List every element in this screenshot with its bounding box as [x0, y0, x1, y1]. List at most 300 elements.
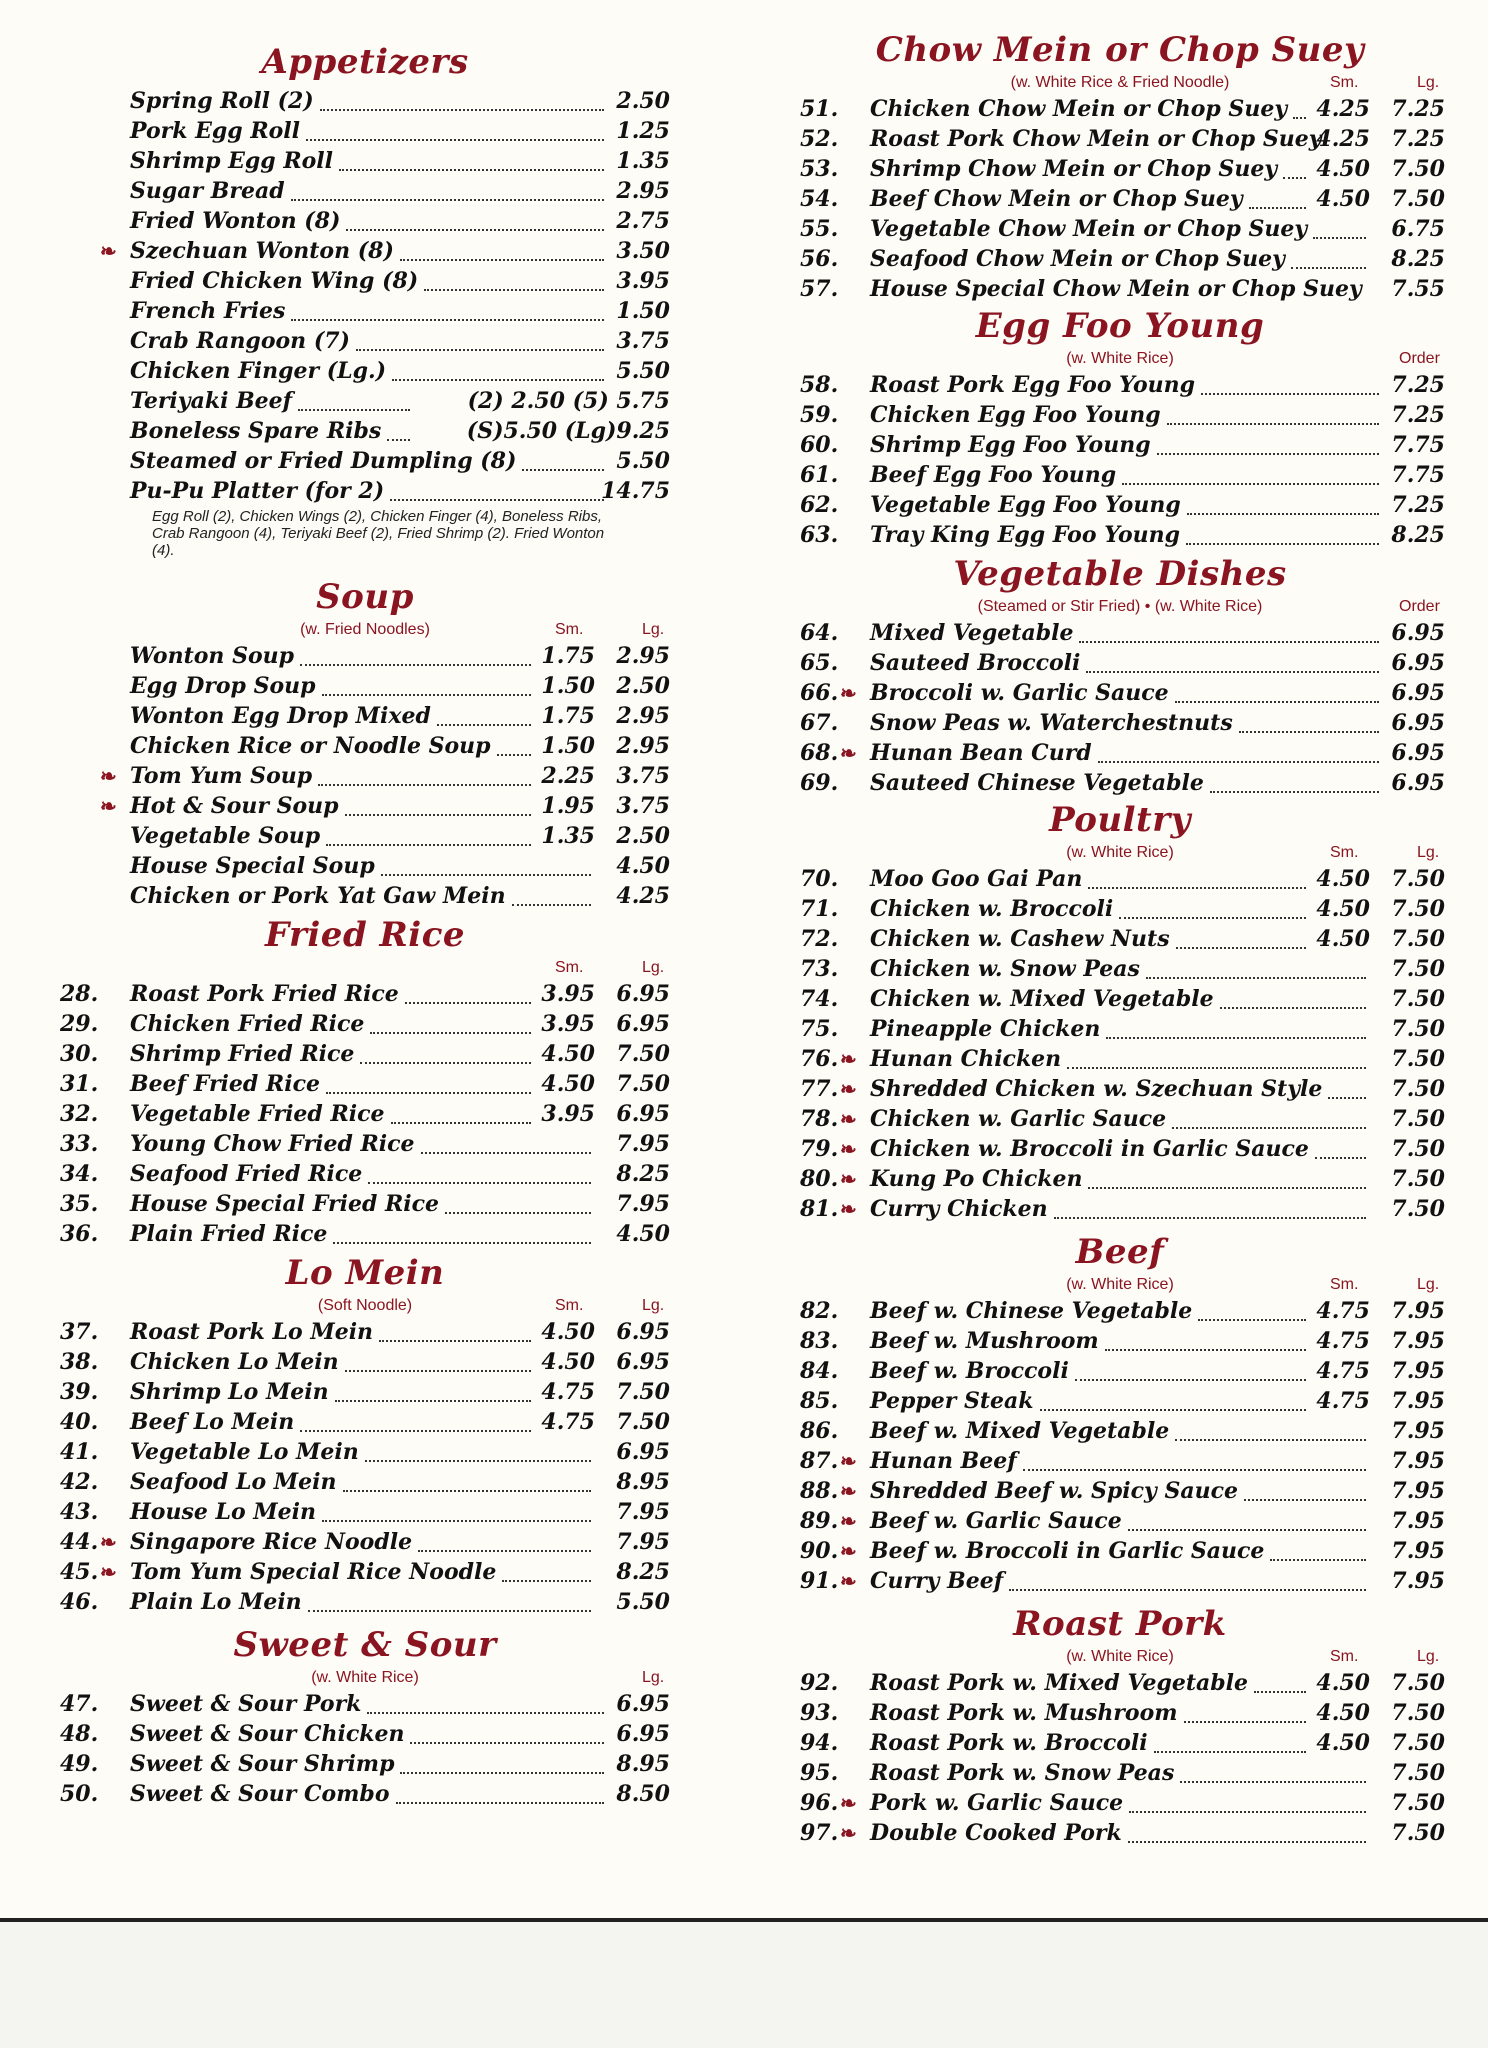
- item-name: Vegetable Fried Rice: [130, 1101, 385, 1127]
- large-price: 7.50: [1391, 896, 1445, 922]
- small-price: 1.50: [541, 673, 595, 699]
- chili-pepper-icon: ❧: [840, 1569, 857, 1593]
- platter-contents-note: Egg Roll (2), Chicken Wings (2), Chicken Finger (4), Boneless Ribs, Crab Rangoon (4), Teriyaki Beef (2), Fried Shrimp (2). Fried Wonton (4).: [152, 508, 605, 559]
- large-price: 4.50: [616, 1221, 670, 1247]
- item-price: 2.95: [616, 178, 670, 204]
- large-price: 2.50: [616, 823, 670, 849]
- large-price: 7.50: [616, 1071, 670, 1097]
- item-number: 79.: [800, 1136, 839, 1162]
- item-price: 7.25: [1391, 492, 1445, 518]
- large-price: 4.50: [616, 853, 670, 879]
- dot-leader: [421, 1149, 591, 1154]
- item-name: Beef Egg Foo Young: [870, 462, 1117, 488]
- item-number: 84.: [800, 1358, 839, 1384]
- menu-item: [0, 1527, 730, 1557]
- item-name: Vegetable Lo Mein: [130, 1439, 359, 1465]
- item-number: 89.: [800, 1508, 839, 1534]
- dot-leader: [1086, 668, 1379, 673]
- right-column: [780, 30, 1460, 1848]
- small-price: 3.95: [541, 981, 595, 1007]
- dot-leader: [400, 1769, 604, 1774]
- item-number: 81.: [800, 1196, 839, 1222]
- dot-leader: [360, 1059, 531, 1064]
- menu-item: [780, 1788, 1460, 1818]
- menu-item: [780, 1818, 1460, 1848]
- large-size-header: Lg.: [1417, 844, 1440, 861]
- item-name: Tom Yum Soup: [130, 763, 313, 789]
- menu-item: [0, 1069, 730, 1099]
- item-name: House Special Chow Mein or Chop Suey: [870, 276, 1362, 302]
- large-price: 3.75: [616, 793, 670, 819]
- item-number: 31.: [60, 1071, 99, 1097]
- menu-item: [0, 1129, 730, 1159]
- menu-item: [0, 791, 730, 821]
- dot-leader: [1067, 1064, 1366, 1069]
- chili-pepper-icon: ❧: [100, 1530, 117, 1554]
- dot-leader: [318, 781, 531, 786]
- dot-leader: [1176, 944, 1306, 949]
- menu-item: [780, 400, 1460, 430]
- item-name: Chicken w. Broccoli: [870, 896, 1114, 922]
- item-name: Wonton Soup: [130, 643, 295, 669]
- menu-item: [780, 1074, 1460, 1104]
- item-name: Shredded Beef w. Spicy Sauce: [870, 1478, 1239, 1504]
- small-price: 2.25: [541, 763, 595, 789]
- small-price: 1.95: [541, 793, 595, 819]
- menu-item: [780, 1296, 1460, 1326]
- small-size-header: Sm.: [555, 959, 584, 976]
- large-price: 7.50: [1391, 926, 1445, 952]
- left-column: [0, 30, 730, 1809]
- item-number: 78.: [800, 1106, 839, 1132]
- fried-rice-title: Fried Rice: [264, 915, 466, 955]
- item-number: 44.: [60, 1529, 99, 1555]
- small-price: 4.75: [541, 1379, 595, 1405]
- item-price: 8.50: [616, 1781, 670, 1807]
- menu-item: [780, 1416, 1460, 1446]
- sweet-sour-subheader: [0, 1669, 730, 1689]
- large-price: 7.50: [1391, 1670, 1445, 1696]
- dot-leader: [1146, 974, 1366, 979]
- menu-item: [0, 326, 730, 356]
- large-price: 3.75: [616, 763, 670, 789]
- dot-leader: [381, 871, 591, 876]
- menu-item: [780, 94, 1460, 124]
- menu-item: [0, 476, 730, 506]
- item-number: 87.: [800, 1448, 839, 1474]
- item-price: 8.95: [616, 1751, 670, 1777]
- large-price: 6.75: [1391, 216, 1445, 242]
- dot-leader: [391, 1119, 531, 1124]
- menu-item: [0, 1347, 730, 1377]
- dot-leader: [1254, 1688, 1306, 1693]
- large-price: 7.95: [1391, 1418, 1445, 1444]
- large-price: 7.95: [616, 1529, 670, 1555]
- small-price: 4.50: [1316, 926, 1370, 952]
- item-name: Chicken w. Snow Peas: [870, 956, 1140, 982]
- menu-item: [780, 214, 1460, 244]
- item-number: 96.: [800, 1790, 839, 1816]
- item-name: Shrimp Chow Mein or Chop Suey: [870, 156, 1278, 182]
- item-number: 69.: [800, 770, 839, 796]
- menu-item: [0, 671, 730, 701]
- menu-item: [0, 979, 730, 1009]
- large-price: 7.50: [1391, 156, 1445, 182]
- dot-leader: [1239, 728, 1379, 733]
- chili-pepper-icon: ❧: [100, 239, 117, 263]
- dot-leader: [497, 751, 531, 756]
- dot-leader: [1088, 884, 1306, 889]
- item-name: Teriyaki Beef: [130, 388, 293, 414]
- small-price: 4.50: [1316, 866, 1370, 892]
- item-name: Young Chow Fried Rice: [130, 1131, 415, 1157]
- large-size-header: Lg.: [1417, 74, 1440, 91]
- item-name: Shrimp Egg Roll: [130, 148, 334, 174]
- item-price: 3.50: [616, 238, 670, 264]
- item-number: 50.: [60, 1781, 99, 1807]
- item-name: Beef w. Broccoli in Garlic Sauce: [870, 1538, 1265, 1564]
- dot-leader: [1315, 1154, 1366, 1159]
- item-name: Vegetable Chow Mein or Chop Suey: [870, 216, 1308, 242]
- large-price: 7.95: [1391, 1508, 1445, 1534]
- large-price: 7.95: [1391, 1358, 1445, 1384]
- item-number: 86.: [800, 1418, 839, 1444]
- chili-pepper-icon: ❧: [840, 1479, 857, 1503]
- item-name: Hunan Chicken: [870, 1046, 1062, 1072]
- dot-leader: [1079, 638, 1379, 643]
- large-size-header: Lg.: [1417, 1648, 1440, 1665]
- item-price: 8.25: [1391, 522, 1445, 548]
- menu-item: [0, 176, 730, 206]
- item-price: 2.75: [616, 208, 670, 234]
- menu-item: [0, 1437, 730, 1467]
- vegetable-section: [780, 554, 1460, 798]
- item-price: 5.50: [616, 358, 670, 384]
- menu-item: [780, 678, 1460, 708]
- item-name: Shrimp Fried Rice: [130, 1041, 355, 1067]
- item-number: 37.: [60, 1319, 99, 1345]
- chili-pepper-icon: ❧: [840, 1107, 857, 1131]
- dot-leader: [1198, 1316, 1306, 1321]
- large-price: 7.50: [1391, 866, 1445, 892]
- large-price: 6.95: [616, 1439, 670, 1465]
- item-name: House Special Soup: [130, 853, 375, 879]
- menu-item: [780, 1698, 1460, 1728]
- large-price: 7.95: [616, 1499, 670, 1525]
- item-number: 36.: [60, 1221, 99, 1247]
- dot-leader: [1040, 1406, 1306, 1411]
- menu-item: [0, 821, 730, 851]
- item-number: 35.: [60, 1191, 99, 1217]
- menu-item: [0, 1467, 730, 1497]
- dot-leader: [379, 1337, 531, 1342]
- menu-item: [780, 1758, 1460, 1788]
- item-price: 14.75: [601, 478, 670, 504]
- menu-item: [0, 1749, 730, 1779]
- item-name: Seafood Fried Rice: [130, 1161, 363, 1187]
- item-name: Beef w. Broccoli: [870, 1358, 1069, 1384]
- appetizers-title: Appetizers: [261, 42, 469, 82]
- chow-mein-section: [780, 30, 1460, 304]
- item-number: 88.: [800, 1478, 839, 1504]
- large-price: 7.95: [1391, 1298, 1445, 1324]
- item-name: Chicken Lo Mein: [130, 1349, 339, 1375]
- dot-leader: [333, 1239, 591, 1244]
- large-price: 7.50: [616, 1041, 670, 1067]
- item-number: 95.: [800, 1760, 839, 1786]
- item-number: 82.: [800, 1298, 839, 1324]
- menu-item: [0, 1689, 730, 1719]
- menu-item: [780, 244, 1460, 274]
- item-name: House Special Fried Rice: [130, 1191, 440, 1217]
- item-price: 6.95: [1391, 710, 1445, 736]
- item-number: 38.: [60, 1349, 99, 1375]
- large-price: 7.55: [1391, 276, 1445, 302]
- large-price: 7.95: [1391, 1388, 1445, 1414]
- chili-pepper-icon: ❧: [840, 1137, 857, 1161]
- menu-item: [780, 894, 1460, 924]
- large-price: 7.95: [1391, 1538, 1445, 1564]
- item-name: Plain Fried Rice: [130, 1221, 328, 1247]
- large-price: 2.95: [616, 643, 670, 669]
- item-name: Roast Pork w. Mushroom: [870, 1700, 1178, 1726]
- large-price: 7.95: [1391, 1478, 1445, 1504]
- item-name: Spring Roll (2): [130, 88, 314, 114]
- menu-item: [780, 1536, 1460, 1566]
- item-name: Chicken Egg Foo Young: [870, 402, 1161, 428]
- item-price: 1.50: [616, 298, 670, 324]
- item-number: 53.: [800, 156, 839, 182]
- item-name: Chicken Finger (Lg.): [130, 358, 387, 384]
- menu-item: [780, 924, 1460, 954]
- large-price: 6.95: [616, 1319, 670, 1345]
- item-number: 46.: [60, 1589, 99, 1615]
- item-name: Beef w. Garlic Sauce: [870, 1508, 1122, 1534]
- item-name: Shredded Chicken w. Szechuan Style: [870, 1076, 1323, 1102]
- poultry-title: Poultry: [1049, 800, 1191, 840]
- item-name: Vegetable Soup: [130, 823, 321, 849]
- large-price: 6.95: [616, 1349, 670, 1375]
- item-name: Beef Lo Mein: [130, 1409, 295, 1435]
- dot-leader: [1270, 1556, 1366, 1561]
- poultry-subheader: [780, 844, 1460, 864]
- item-price: 3.75: [616, 328, 670, 354]
- item-name: Sauteed Broccoli: [870, 650, 1081, 676]
- item-name: Hunan Beef: [870, 1448, 1017, 1474]
- item-number: 91.: [800, 1568, 839, 1594]
- large-price: 7.50: [616, 1379, 670, 1405]
- menu-item: [0, 1557, 730, 1587]
- dot-leader: [1172, 1124, 1366, 1129]
- item-name: Broccoli w. Garlic Sauce: [870, 680, 1169, 706]
- item-name: Chicken or Pork Yat Gaw Mein: [130, 883, 506, 909]
- small-price: 4.25: [1316, 126, 1370, 152]
- menu-item: [780, 954, 1460, 984]
- item-name: Roast Pork Fried Rice: [130, 981, 399, 1007]
- item-number: 43.: [60, 1499, 99, 1525]
- menu-item: [780, 184, 1460, 214]
- large-price: 6.95: [616, 1101, 670, 1127]
- dot-leader: [370, 1029, 531, 1034]
- item-name: Pork Egg Roll: [130, 118, 300, 144]
- large-price: 7.50: [1391, 1106, 1445, 1132]
- chili-pepper-icon: ❧: [100, 1560, 117, 1584]
- menu-item: [0, 1587, 730, 1617]
- dot-leader: [1220, 1004, 1366, 1009]
- dot-leader: [291, 316, 604, 321]
- menu-item: [0, 1377, 730, 1407]
- dot-leader: [335, 1397, 531, 1402]
- large-size-header: Lg.: [642, 959, 665, 976]
- item-number: 42.: [60, 1469, 99, 1495]
- item-number: 61.: [800, 462, 839, 488]
- menu-item: [780, 274, 1460, 304]
- dot-leader: [326, 1089, 531, 1094]
- large-price: 7.95: [616, 1191, 670, 1217]
- item-number: 75.: [800, 1016, 839, 1042]
- large-size-header: Lg.: [642, 621, 665, 638]
- item-name: Pineapple Chicken: [870, 1016, 1101, 1042]
- item-name: Mixed Vegetable: [870, 620, 1074, 646]
- chili-pepper-icon: ❧: [840, 1509, 857, 1533]
- large-price: 6.95: [616, 1011, 670, 1037]
- item-name: Beef w. Mushroom: [870, 1328, 1099, 1354]
- menu-item: [780, 618, 1460, 648]
- dot-leader: [405, 999, 531, 1004]
- section-note: (w. White Rice): [1066, 350, 1174, 367]
- item-name: Chicken w. Cashew Nuts: [870, 926, 1170, 952]
- menu-item: [0, 296, 730, 326]
- menu-item: [0, 641, 730, 671]
- dot-leader: [365, 1457, 591, 1462]
- menu-item: [0, 86, 730, 116]
- small-price: 4.50: [1316, 1730, 1370, 1756]
- vegetable-title: Vegetable Dishes: [953, 554, 1287, 594]
- menu-item: [780, 520, 1460, 550]
- menu-item: [0, 701, 730, 731]
- item-name: Seafood Lo Mein: [130, 1469, 337, 1495]
- dot-leader: [322, 1517, 591, 1522]
- dot-leader: [1167, 420, 1379, 425]
- large-price: 8.25: [616, 1559, 670, 1585]
- chili-pepper-icon: ❧: [840, 741, 857, 765]
- small-price: 4.50: [541, 1041, 595, 1067]
- menu-item: [780, 648, 1460, 678]
- menu-item: [780, 768, 1460, 798]
- beef-subheader: [780, 1276, 1460, 1296]
- dot-leader: [390, 496, 604, 501]
- dot-leader: [326, 841, 531, 846]
- dot-leader: [306, 136, 604, 141]
- dot-leader: [418, 1547, 591, 1552]
- item-price: 7.75: [1391, 432, 1445, 458]
- menu-item: [780, 1668, 1460, 1698]
- dot-leader: [1184, 1718, 1306, 1723]
- item-price: (S)5.50 (Lg)9.25: [466, 418, 670, 444]
- small-size-header: Sm.: [1330, 74, 1359, 91]
- appetizers-section: [0, 42, 730, 559]
- large-price: 7.50: [1391, 1700, 1445, 1726]
- menu-item: [780, 1506, 1460, 1536]
- item-number: 73.: [800, 956, 839, 982]
- dot-leader: [291, 196, 604, 201]
- menu-item: [780, 1356, 1460, 1386]
- menu-item: [780, 1104, 1460, 1134]
- menu-item: [0, 416, 730, 446]
- item-price: 6.95: [1391, 740, 1445, 766]
- item-name: Sauteed Chinese Vegetable: [870, 770, 1204, 796]
- item-number: 57.: [800, 276, 839, 302]
- item-name: Sugar Bread: [130, 178, 285, 204]
- item-price: 6.95: [1391, 770, 1445, 796]
- item-name: Beef w. Mixed Vegetable: [870, 1418, 1170, 1444]
- small-price: 3.95: [541, 1101, 595, 1127]
- menu-item: [780, 1728, 1460, 1758]
- chow-mein-subheader: [780, 74, 1460, 94]
- item-number: 97.: [800, 1820, 839, 1846]
- large-price: 7.50: [1391, 1166, 1445, 1192]
- item-name: Shrimp Lo Mein: [130, 1379, 329, 1405]
- menu-item: [0, 146, 730, 176]
- large-price: 7.50: [616, 1409, 670, 1435]
- small-price: 4.50: [1316, 1670, 1370, 1696]
- item-number: 70.: [800, 866, 839, 892]
- menu-item: [780, 460, 1460, 490]
- item-number: 83.: [800, 1328, 839, 1354]
- dot-leader: [1313, 234, 1366, 239]
- lo-mein-title: Lo Mein: [285, 1253, 445, 1293]
- dot-leader: [1075, 1376, 1306, 1381]
- dot-leader: [300, 1427, 531, 1432]
- item-name: Chicken w. Garlic Sauce: [870, 1106, 1167, 1132]
- large-price: 4.25: [616, 883, 670, 909]
- dot-leader: [1098, 758, 1379, 763]
- dot-leader: [345, 811, 531, 816]
- item-price: 1.35: [616, 148, 670, 174]
- item-number: 48.: [60, 1721, 99, 1747]
- small-price: 1.75: [541, 643, 595, 669]
- section-note: (Soft Noodle): [317, 1297, 413, 1314]
- menu-item: [0, 881, 730, 911]
- item-number: 65.: [800, 650, 839, 676]
- item-name: Curry Chicken: [870, 1196, 1048, 1222]
- menu-item: [780, 1044, 1460, 1074]
- small-price: 4.75: [1316, 1298, 1370, 1324]
- dot-leader: [437, 721, 531, 726]
- large-price: 7.50: [1391, 186, 1445, 212]
- menu-item: [780, 430, 1460, 460]
- small-price: 4.50: [1316, 156, 1370, 182]
- large-price: 7.50: [1391, 1760, 1445, 1786]
- large-price: 7.50: [1391, 1016, 1445, 1042]
- menu-item: [0, 386, 730, 416]
- dot-leader: [392, 376, 604, 381]
- item-number: 32.: [60, 1101, 99, 1127]
- large-price: 7.95: [616, 1131, 670, 1157]
- chili-pepper-icon: ❧: [840, 1539, 857, 1563]
- menu-item: [0, 1779, 730, 1809]
- item-name: Roast Pork w. Snow Peas: [870, 1760, 1175, 1786]
- large-price: 7.50: [1391, 1076, 1445, 1102]
- item-name: Kung Po Chicken: [870, 1166, 1083, 1192]
- menu-item: [0, 1009, 730, 1039]
- large-price: 7.95: [1391, 1568, 1445, 1594]
- page-margin: [0, 1922, 1488, 2048]
- menu-item: [780, 708, 1460, 738]
- small-price: 4.50: [1316, 896, 1370, 922]
- small-price: 4.75: [1316, 1358, 1370, 1384]
- item-number: 63.: [800, 522, 839, 548]
